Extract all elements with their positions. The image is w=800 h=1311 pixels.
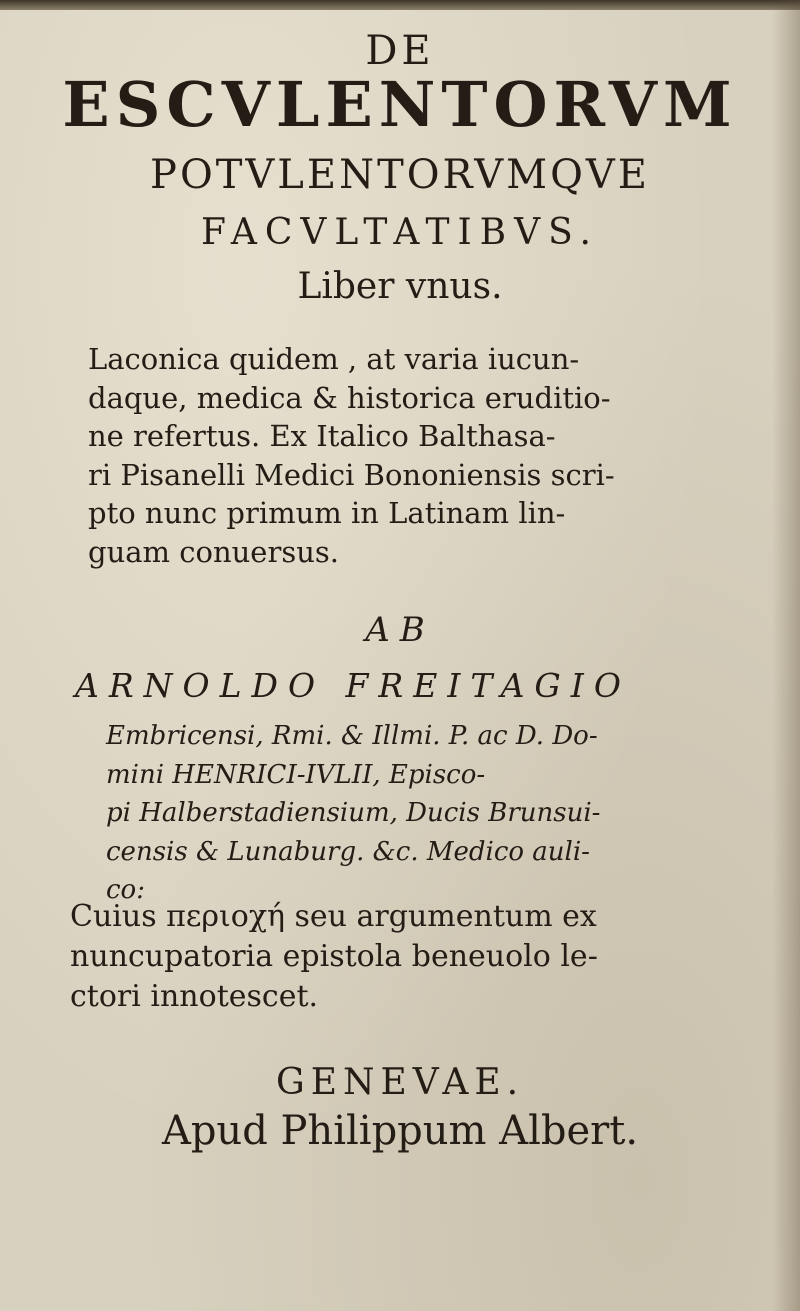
description-line: pto nunc primum in Latinam lin- xyxy=(88,496,566,530)
author-ab: AB xyxy=(365,610,435,650)
description-line: Laconica quidem , at varia iucun- xyxy=(88,342,580,376)
author-line: censis & Lunaburg. &c. Medico auli- xyxy=(106,836,590,867)
description-paragraph xyxy=(88,340,688,571)
title-esculentorum: ESCVLENTORVM xyxy=(62,68,738,141)
title-liber-vnus: Liber vnus. xyxy=(297,266,503,307)
dedication-line: nuncupatoria epistola beneuolo le- xyxy=(70,939,598,974)
description-line: ri Pisanelli Medici Bononiensis scri- xyxy=(88,457,615,492)
author-line: mini HENRICI-IVLII, Episco- xyxy=(106,759,486,790)
author-line: pi Halberstadiensium, Ducis Brunsui- xyxy=(106,798,601,828)
title-facultatibus: FACVLTATIBVS. xyxy=(201,212,599,253)
author-credentials xyxy=(106,717,706,910)
imprint-printer: Apud Philippum Albert. xyxy=(161,1108,639,1154)
author-name: ARNOLDO FREITAGIO xyxy=(75,666,631,705)
dedication-line: Cuius περιοχή seu argumentum ex xyxy=(70,899,597,934)
title-potulentorumque: POTVLENTORVMQVE xyxy=(150,152,650,198)
imprint-city: GENEVAE. xyxy=(275,1062,525,1103)
description-line: guam conuersus. xyxy=(88,534,339,569)
dedication-line: ctori innotescet. xyxy=(70,979,319,1014)
page-top-edge xyxy=(0,0,800,10)
dedication-paragraph xyxy=(70,897,710,1017)
description-line: ne refertus. Ex Italico Balthasa- xyxy=(88,419,556,453)
author-line: Embricensi, Rmi. & Illmi. P. ac D. Do- xyxy=(106,721,598,751)
title-de: DE xyxy=(365,28,435,74)
author-line: co: xyxy=(106,875,145,905)
description-line: daque, medica & historica eruditio- xyxy=(88,380,611,415)
